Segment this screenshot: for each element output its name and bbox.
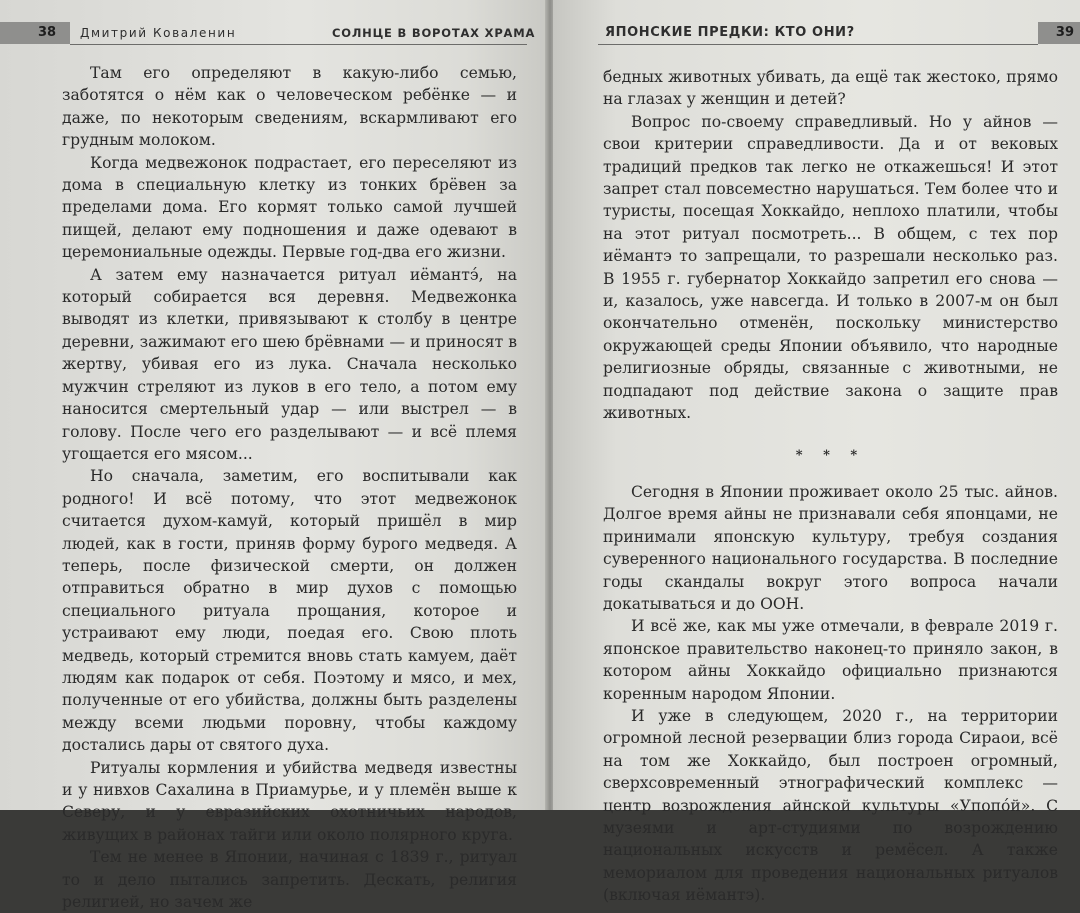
paragraph-continuation: бедных животных убивать, да ещё так жестоко, прямо на глазах у женщин и детей? bbox=[603, 68, 1058, 109]
paragraph: И всё же, как мы уже отмечали, в феврале 2019 г. японское правительство наконец-то приняло закон, в котором айны Хоккайдо официально признаются коренным народом Японии. bbox=[603, 617, 1058, 703]
page-number-tab bbox=[0, 22, 70, 44]
section-separator: * * * bbox=[795, 447, 866, 463]
paragraph: Но сначала, заметим, его воспитывали как родного! И всё потому, что этот медвежонок считается духом-камуй, который пришёл в мир людей, как в гости, приняв форму бурого медведя. А теперь, после физической смерти, он должен отправиться обратно в мир духов с помощью специального ритуала прощания, которое и устраивают ему люди, поедая его. Свою плоть медведь, который стремится вновь стать камуем, даёт людям как подарок от себя. Поэтому и мясо, и мех, полученные от его убийства, должны быть разделены между всеми людьми поровну, чтобы каждому достались дары от святого духа. bbox=[62, 467, 517, 755]
paragraph: И уже в следующем, 2020 г., на территории огромной лесной резервации близ города Сираои, всё на том же Хоккайдо, был построен огромный, сверхсовременный этнографический комплекс — центр возрождения айнской культуры «Упопо́й». С музеями и арт-студиями по возрождению национальных искусств и ремёсел. А также мемориалом для проведения национальных ритуалов (включая иёмантэ). bbox=[603, 706, 1058, 905]
running-head-book-title: СОЛНЦЕ В ВОРОТАХ ХРАМА bbox=[332, 26, 536, 40]
page-number: 39 bbox=[1055, 25, 1074, 40]
paragraph: Вопрос по-своему справедливый. Но у айнов — свои критерии справедливости. Да и от вековых традиций предков так легко не откажешься! И этот запрет стал повсеместно нарушаться. Тем более что и туристы, посещая Хоккайдо, неплохо платили, чтобы на этот ритуал посмотреть... В общем, с тех пор иёмантэ то запрещали, то разрешали несколько раз. В 1955 г. губернатор Хоккайдо запретил его снова — и, казалось, уже навсегда. И только в 2007-м он был окончательно отменён, поскольку министерство окружающей среды Японии объявило, что народные религиозные обряды, связанные с животными, не подпадают под действие закона о защите прав животных. bbox=[603, 112, 1058, 423]
right-page-body bbox=[603, 66, 1058, 907]
paragraph: А затем ему назначается ритуал иёмантэ́, на который собирается вся деревня. Медвежонка выводят из клетки, привязывают к столбу в центре деревни, зажимают его шею брёвнами — и приносят в жертву, убивая его из лука. Сначала несколько мужчин стреляют из луков в его тело, а потом ему наносится смертельный удар — или выстрел — в голову. После чего его разделывают — и всё племя угощается его мясом... bbox=[62, 265, 517, 463]
left-page-body bbox=[62, 62, 517, 913]
header-rule bbox=[598, 44, 1038, 45]
right-page bbox=[553, 0, 1080, 905]
header-rule bbox=[70, 44, 527, 45]
paragraph: Ритуалы кормления и убийства медведя известны и у нивхов Сахалина в Приамурье, и у племён выше к Северу, и у евразийских охотничьих народов, живущих в районах тайги или около полярного круга. bbox=[62, 758, 517, 844]
page-number: 38 bbox=[38, 25, 57, 40]
paragraph: Когда медвежонок подрастает, его переселяют из дома в специальную клетку из тонких брёвен за пределами дома. Его кормят только самой лучшей пищей, делают ему подношения и даже одевают в церемониальные одежды. Первые год-два его жизни. bbox=[62, 153, 517, 262]
paragraph: Сегодня в Японии проживает около 25 тыс. айнов. Долгое время айны не признавали себя японцами, не принимали японскую культуру, требуя создания суверенного национального государства. В последние годы скандалы вокруг этого вопроса начали докатываться и до ООН. bbox=[603, 482, 1058, 613]
running-head-author: Дмитрий Коваленин bbox=[80, 26, 237, 40]
paragraph: Тем не менее в Японии, начиная с 1839 г., ритуал то и дело пытались запретить. Дескать, религия религией, но зачем же bbox=[62, 848, 517, 912]
running-head-chapter-title: ЯПОНСКИЕ ПРЕДКИ: КТО ОНИ? bbox=[605, 25, 855, 40]
paragraph: Там его определяют в какую-либо семью, заботятся о нём как о человеческом ребёнке — и даже, по некоторым сведениям, вскармливают его грудным молоком. bbox=[62, 64, 517, 150]
